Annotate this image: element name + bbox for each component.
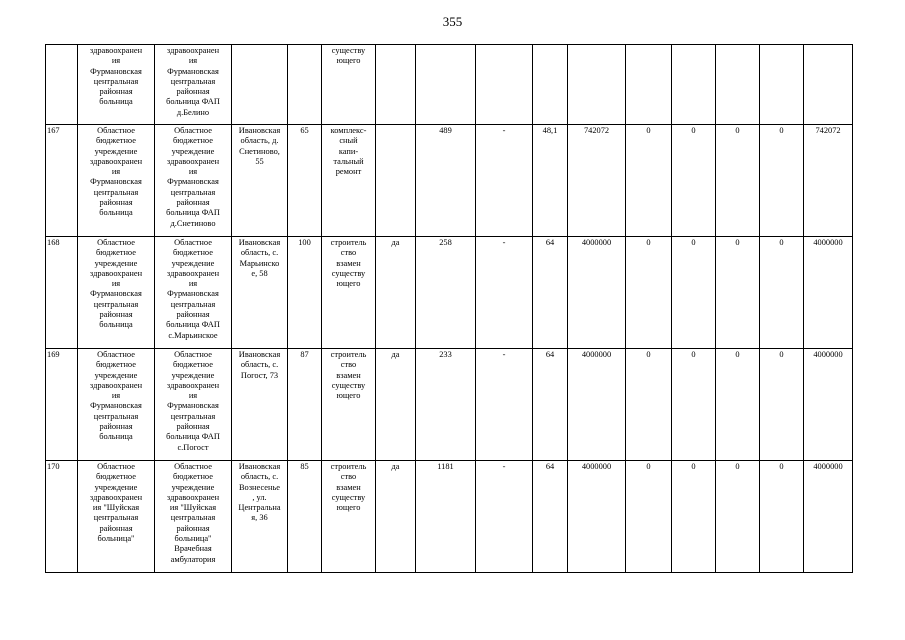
address-cell: Ивановская область, д. Снетиново, 55	[232, 125, 288, 237]
row-number	[46, 45, 78, 125]
table-row	[46, 237, 853, 349]
value-cell: 4000000	[568, 461, 626, 573]
work-type-cell: строитель ство взамен существу ющего	[322, 461, 376, 573]
row-number: 169	[46, 349, 78, 461]
flag-cell	[376, 45, 416, 125]
value-cell: 64	[533, 237, 568, 349]
value-cell: 489	[416, 125, 476, 237]
object-cell: Областное бюджетное учреждение здравоохранен ия "Шуйская центральная районная больница" Врачебная амбулатория	[155, 461, 232, 573]
value-cell: 0	[716, 237, 760, 349]
address-cell: Ивановская область, с. Погост, 73	[232, 349, 288, 461]
organization-cell: Областное бюджетное учреждение здравоохранен ия Фурмановская центральная районная больница	[78, 237, 155, 349]
object-cell: Областное бюджетное учреждение здравоохранен ия Фурмановская центральная районная больница ФАП д.Снетиново	[155, 125, 232, 237]
power-cell	[288, 45, 322, 125]
value-cell: 0	[626, 461, 672, 573]
object-cell: Областное бюджетное учреждение здравоохранен ия Фурмановская центральная районная больница ФАП с.Марьинское	[155, 237, 232, 349]
flag-cell	[376, 125, 416, 237]
value-cell: 64	[533, 461, 568, 573]
work-type-cell: строитель ство взамен существу ющего	[322, 237, 376, 349]
organization-cell: Областное бюджетное учреждение здравоохранен ия "Шуйская центральная районная больница"	[78, 461, 155, 573]
flag-cell: да	[376, 237, 416, 349]
value-cell: 0	[672, 461, 716, 573]
value-cell: 48,1	[533, 125, 568, 237]
value-cell: 0	[760, 237, 804, 349]
value-cell: -	[476, 237, 533, 349]
power-cell: 85	[288, 461, 322, 573]
value-cell: 0	[716, 349, 760, 461]
organization-cell: Областное бюджетное учреждение здравоохранен ия Фурмановская центральная районная больница	[78, 125, 155, 237]
work-type-cell: строитель ство взамен существу ющего	[322, 349, 376, 461]
value-cell: 0	[672, 125, 716, 237]
value-cell: 742072	[568, 125, 626, 237]
value-cell: 4000000	[804, 349, 853, 461]
value-cell: 0	[760, 349, 804, 461]
value-cell: 742072	[804, 125, 853, 237]
value-cell: -	[476, 349, 533, 461]
row-number: 168	[46, 237, 78, 349]
flag-cell: да	[376, 461, 416, 573]
value-cell	[716, 45, 760, 125]
value-cell: 0	[760, 125, 804, 237]
value-cell: -	[476, 125, 533, 237]
value-cell: 1181	[416, 461, 476, 573]
table-row	[46, 349, 853, 461]
value-cell: 0	[760, 461, 804, 573]
value-cell: 4000000	[804, 237, 853, 349]
value-cell: 0	[626, 125, 672, 237]
address-cell: Ивановская область, с. Вознесенье , ул. Центральна я, 36	[232, 461, 288, 573]
table-row	[46, 45, 853, 125]
row-number: 170	[46, 461, 78, 573]
address-cell: Ивановская область, с. Марьинско е, 58	[232, 237, 288, 349]
value-cell: 0	[626, 349, 672, 461]
value-cell	[568, 45, 626, 125]
value-cell: 0	[626, 237, 672, 349]
power-cell: 100	[288, 237, 322, 349]
page-number: 355	[442, 14, 463, 29]
value-cell	[672, 45, 716, 125]
power-cell: 87	[288, 349, 322, 461]
power-cell: 65	[288, 125, 322, 237]
table-row	[46, 461, 853, 573]
value-cell: 0	[672, 237, 716, 349]
value-cell	[476, 45, 533, 125]
facilities-table	[45, 44, 853, 573]
object-cell: Областное бюджетное учреждение здравоохранен ия Фурмановская центральная районная больница ФАП с.Погост	[155, 349, 232, 461]
work-type-cell: существу ющего	[322, 45, 376, 125]
object-cell: здравоохранен ия Фурмановская центральная районная больница ФАП д.Белино	[155, 45, 232, 125]
organization-cell: здравоохранен ия Фурмановская центральная районная больница	[78, 45, 155, 125]
row-number: 167	[46, 125, 78, 237]
value-cell: 4000000	[568, 237, 626, 349]
value-cell: -	[476, 461, 533, 573]
value-cell: 64	[533, 349, 568, 461]
value-cell	[416, 45, 476, 125]
value-cell: 0	[672, 349, 716, 461]
organization-cell: Областное бюджетное учреждение здравоохранен ия Фурмановская центральная районная больница	[78, 349, 155, 461]
value-cell: 258	[416, 237, 476, 349]
value-cell	[760, 45, 804, 125]
value-cell: 4000000	[568, 349, 626, 461]
address-cell	[232, 45, 288, 125]
value-cell: 0	[716, 125, 760, 237]
value-cell	[804, 45, 853, 125]
table-row	[46, 125, 853, 237]
flag-cell: да	[376, 349, 416, 461]
work-type-cell: комплекс- сный капи- тальный ремонт	[322, 125, 376, 237]
value-cell: 0	[716, 461, 760, 573]
value-cell: 233	[416, 349, 476, 461]
value-cell	[626, 45, 672, 125]
value-cell: 4000000	[804, 461, 853, 573]
value-cell	[533, 45, 568, 125]
